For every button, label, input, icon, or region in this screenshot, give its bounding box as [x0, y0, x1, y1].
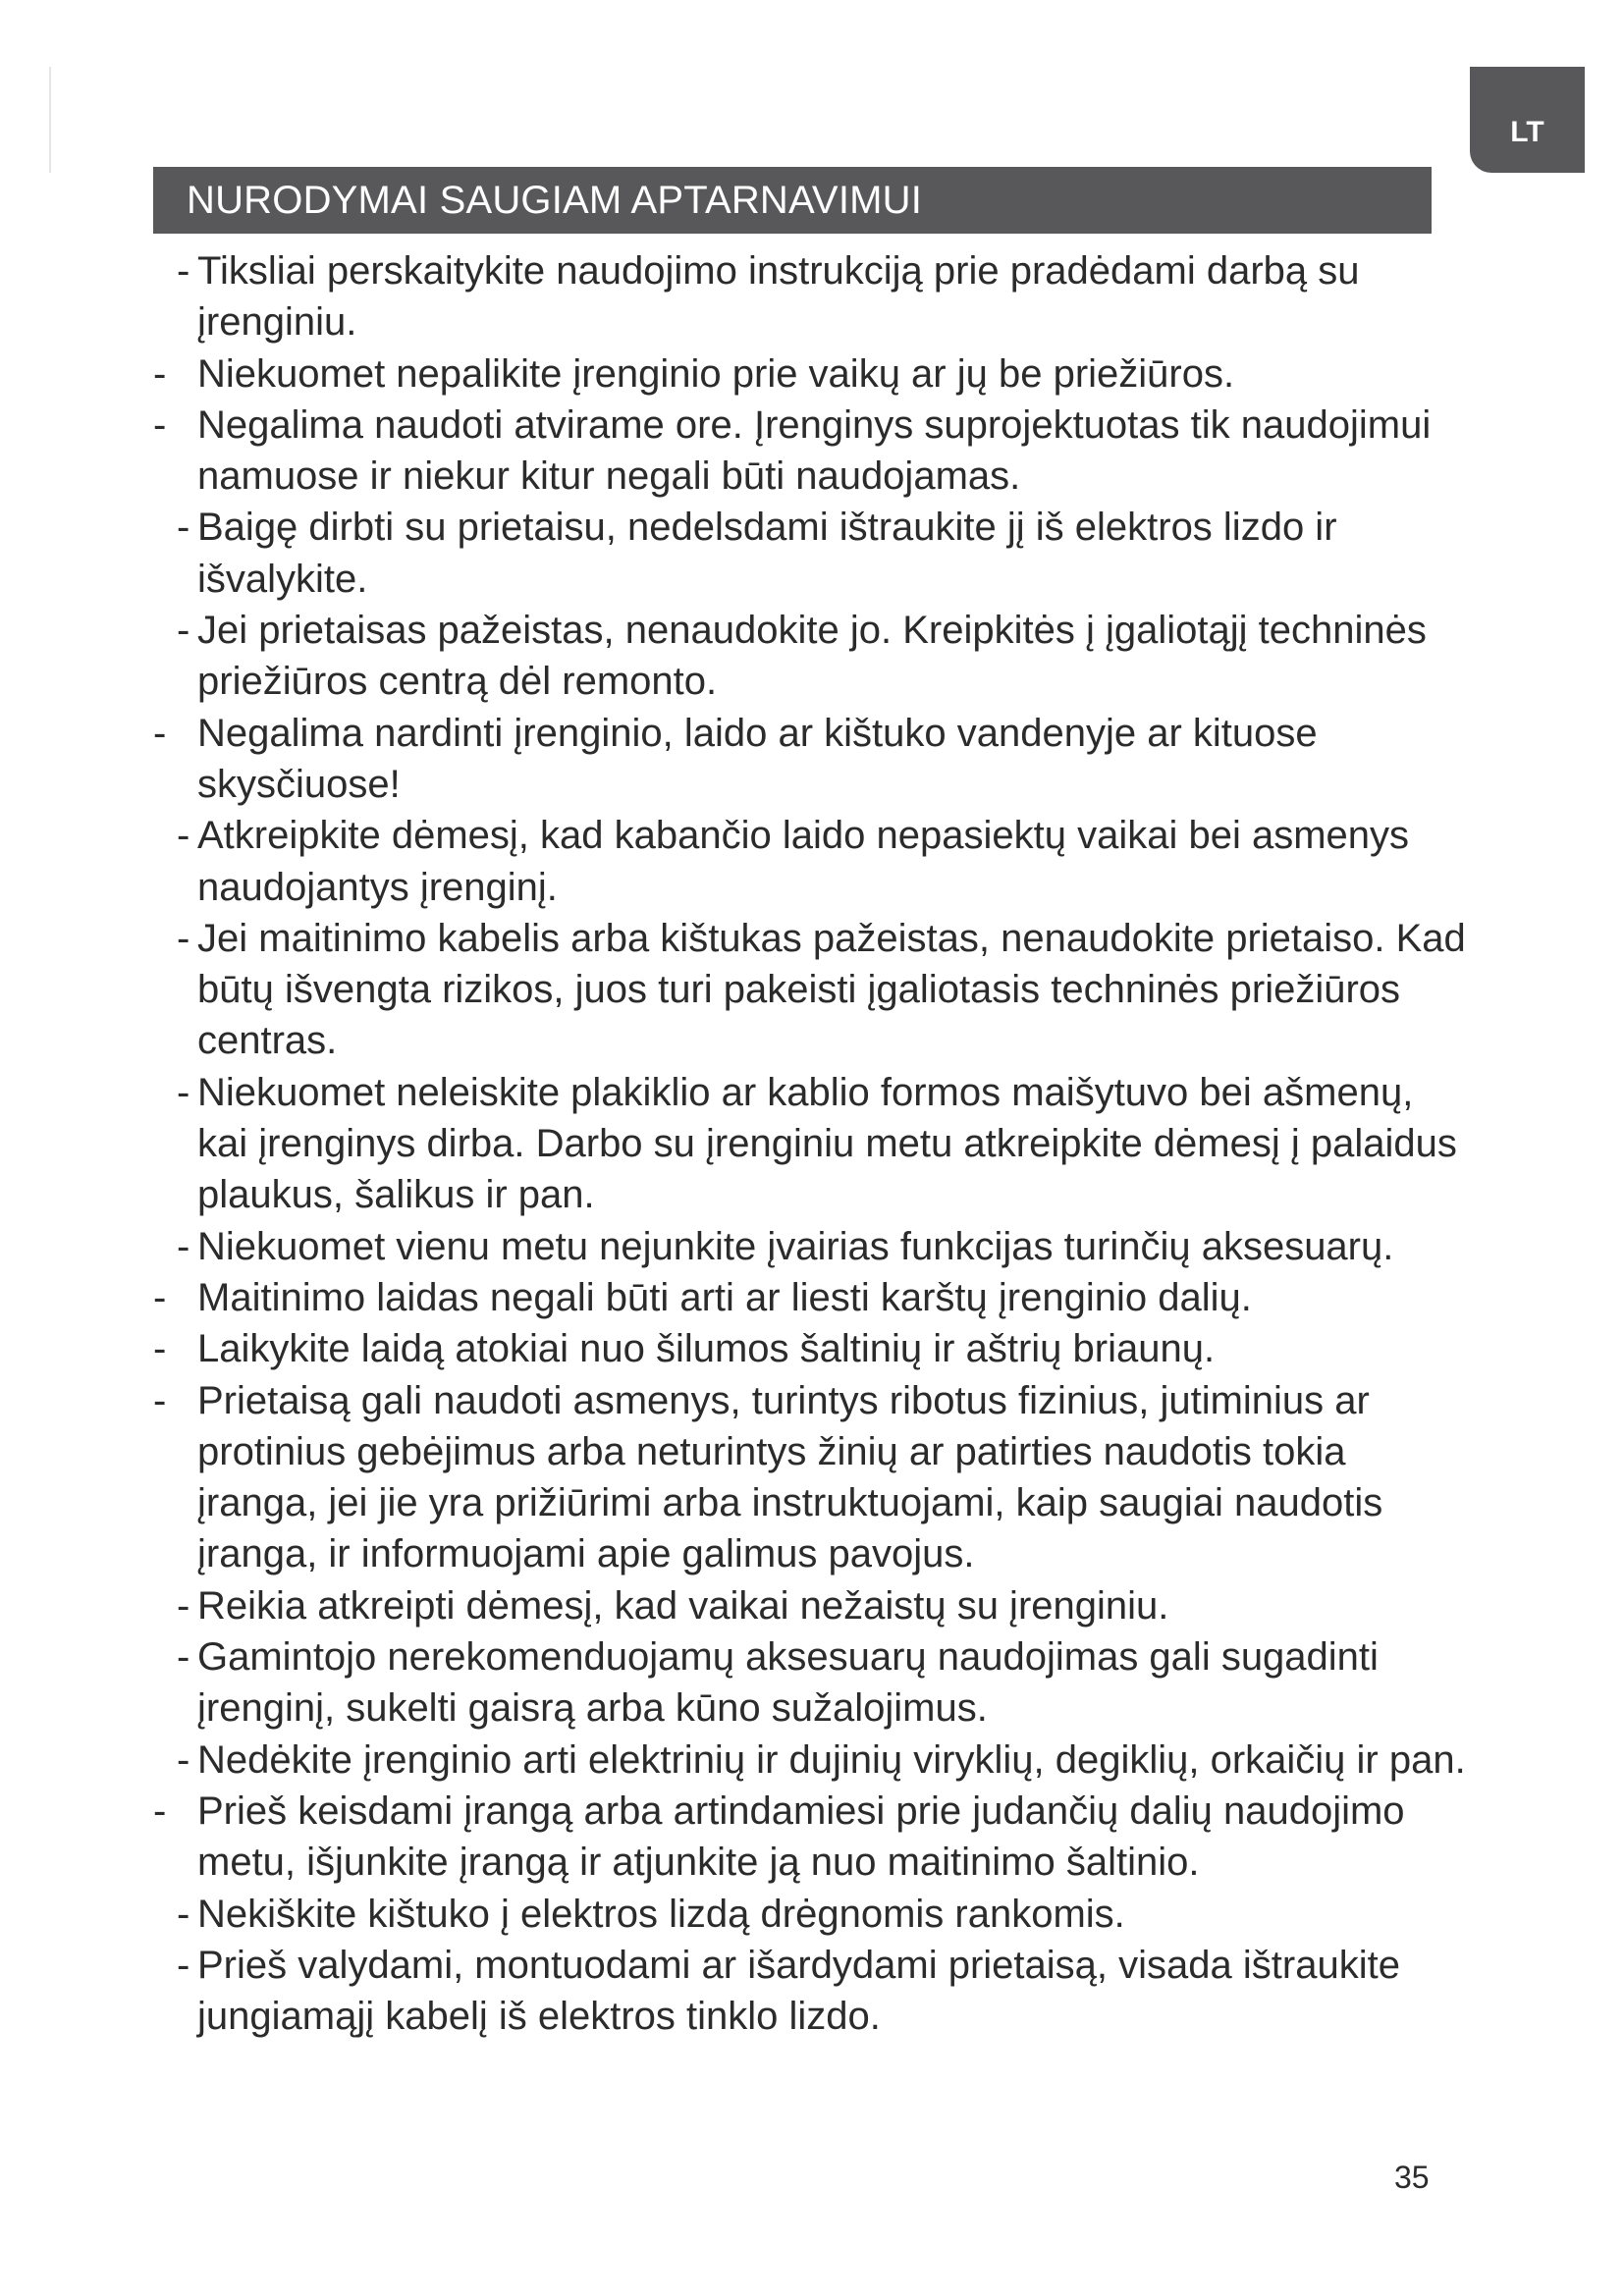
list-item-text: Nekiškite kištuko į elektros lizdą drėgnomis rankomis.: [197, 1892, 1125, 1936]
list-item: [153, 810, 1469, 913]
list-item: [153, 1375, 1469, 1580]
list-item: [153, 1735, 1469, 1786]
list-dash: -: [177, 1224, 190, 1268]
list-dash: -: [177, 916, 190, 960]
list-item: [153, 1067, 1469, 1221]
list-item: [153, 245, 1469, 348]
list-item-text: Prieš keisdami įrangą arba artindamiesi prie judančių dalių naudojimo metu, išjunkite įrangą ir atjunkite ją nuo maitinimo šaltinio.: [197, 1789, 1405, 1885]
list-item: [153, 913, 1469, 1067]
page-number: 35: [1394, 2160, 1430, 2195]
list-item: [153, 1272, 1469, 1323]
list-item-text: Niekuomet nepalikite įrenginio prie vaikų ar jų be priežiūros.: [197, 351, 1235, 396]
list-item-text: Niekuomet neleiskite plakiklio ar kablio formos maišytuvo bei ašmenų, kai įrenginys dirba. Darbo su įrenginiu metu atkreipkite dėmesį į palaidus plaukus, šalikus ir pan.: [197, 1070, 1457, 1217]
list-dash: -: [153, 1378, 167, 1422]
list-item-text: Negalima nardinti įrenginio, laido ar kištuko vandenyje ar kituose skysčiuose!: [197, 711, 1318, 806]
list-dash: -: [153, 1275, 167, 1319]
list-dash: -: [153, 1789, 167, 1833]
list-item: [153, 348, 1469, 400]
list-item-text: Jei prietaisas pažeistas, nenaudokite jo. Kreipkitės į įgaliotąjį techninės priežiūros centrą dėl remonto.: [197, 609, 1427, 704]
list-dash: -: [177, 1892, 190, 1936]
list-item: [153, 502, 1469, 605]
list-dash: -: [177, 1943, 190, 1987]
list-dash: -: [177, 249, 190, 293]
list-item-text: Prietaisą gali naudoti asmenys, turintys ribotus fizinius, jutiminius ar protinius gebėjimus arba neturintys žinių ar patirties naudotis tokia įranga, jei jie yra prižiūrimi arba instruktuojami, kaip saugiai naudotis įranga, ir informuojami apie galimus pavojus.: [197, 1378, 1383, 1576]
list-dash: -: [153, 351, 167, 396]
list-dash: -: [153, 1327, 167, 1371]
list-dash: -: [177, 506, 190, 550]
list-dash: -: [153, 711, 167, 755]
list-item: [153, 1580, 1469, 1631]
list-item: [153, 400, 1469, 503]
list-item: [153, 1323, 1469, 1374]
list-item-text: Reikia atkreipti dėmesį, kad vaikai nežaistų su įrenginiu.: [197, 1583, 1169, 1628]
list-item-text: Laikykite laidą atokiai nuo šilumos šaltinių ir aštrių briaunų.: [197, 1327, 1216, 1371]
list-dash: -: [177, 814, 190, 858]
list-item-text: Jei maitinimo kabelis arba kištukas pažeistas, nenaudokite prietaiso. Kad būtų išvengta rizikos, juos turi pakeisti įgaliotasis techninės priežiūros centras.: [197, 916, 1466, 1063]
list-item-text: Negalima naudoti atvirame ore. Įrenginys suprojektuotas tik naudojimui namuose ir niekur kitur negali būti naudojamas.: [197, 402, 1432, 499]
list-dash: -: [177, 1583, 190, 1628]
list-dash: -: [177, 1635, 190, 1680]
list-item: [153, 605, 1469, 708]
list-item-text: Prieš valydami, montuodami ar išardydami prietaisą, visada ištraukite jungiamąjį kabelį iš elektros tinklo lizdo.: [197, 1943, 1400, 2039]
list-dash: -: [153, 402, 167, 447]
list-item: [153, 1786, 1469, 1889]
list-item: [153, 1631, 1469, 1735]
list-dash: -: [177, 1737, 190, 1782]
language-tab: LT: [1470, 67, 1585, 173]
margin-line: [49, 67, 51, 173]
list-item: [153, 1889, 1469, 1940]
safety-instructions-list: [153, 245, 1469, 2042]
list-item-text: Nedėkite įrenginio arti elektrinių ir dujinių viryklių, degiklių, orkaičių ir pan.: [197, 1737, 1466, 1782]
list-item: [153, 1221, 1469, 1272]
list-item: [153, 708, 1469, 811]
list-item-text: Niekuomet vienu metu nejunkite įvairias funkcijas turinčių aksesuarų.: [197, 1224, 1394, 1268]
list-item-text: Tiksliai perskaitykite naudojimo instrukciją prie pradėdami darbą su įrenginiu.: [197, 249, 1360, 345]
list-item-text: Maitinimo laidas negali būti arti ar liesti karštų įrenginio dalių.: [197, 1275, 1252, 1319]
list-item: [153, 1940, 1469, 2043]
section-title: NURODYMAI SAUGIAM APTARNAVIMUI: [153, 167, 1432, 234]
list-item-text: Atkreipkite dėmesį, kad kabančio laido nepasiektų vaikai bei asmenys naudojantys įrenginį.: [197, 814, 1410, 909]
list-dash: -: [177, 609, 190, 653]
list-dash: -: [177, 1070, 190, 1114]
list-item-text: Baigę dirbti su prietaisu, nedelsdami ištraukite jį iš elektros lizdo ir išvalykite.: [197, 506, 1337, 601]
list-item-text: Gamintojo nerekomenduojamų aksesuarų naudojimas gali sugadinti įrenginį, sukelti gaisrą arba kūno sužalojimus.: [197, 1635, 1379, 1731]
